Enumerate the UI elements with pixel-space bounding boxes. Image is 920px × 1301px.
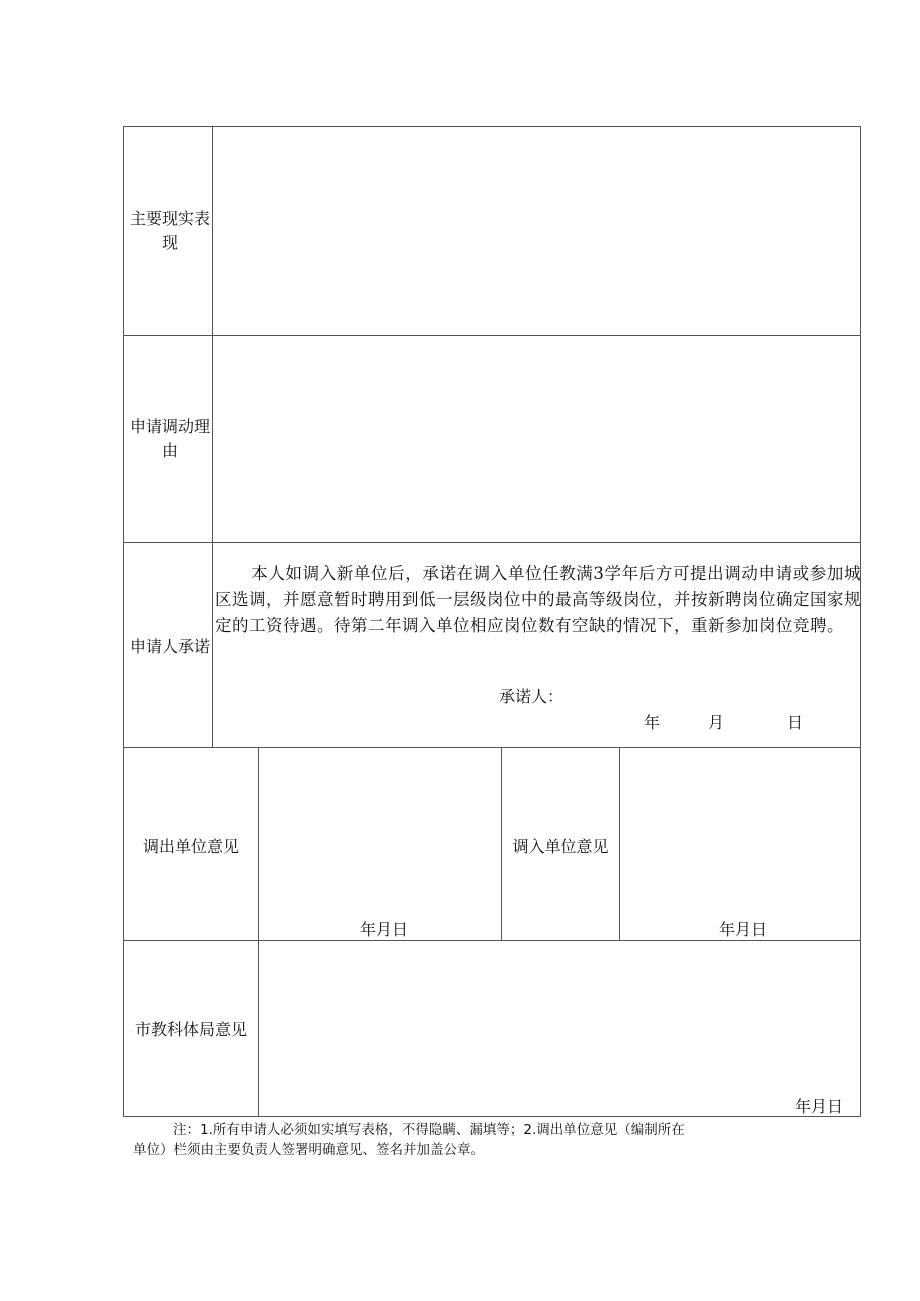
- in-unit-date: 年月日: [719, 920, 768, 939]
- footnote-line-1: 注：1.所有申请人必须如实填写表格，不得隐瞒、漏填等；2.调出单位意见（编制所在: [173, 1122, 685, 1138]
- row-divider: [124, 542, 860, 543]
- pledge-label-text: 申请人承诺: [130, 637, 211, 656]
- signer-label: 承诺人：: [499, 687, 564, 706]
- pledge-paragraph: 本人如调入新单位后，承诺在调入单位任教满3学年后方可提出调动申请或参加城区选调，并愿意暂时聘用到低一层级岗位中的最高等级岗位，并按新聘岗位确定国家规定的工资待遇。待第二年调入单位相应岗位数有空缺的情况下，重新参加岗位竞聘。: [215, 564, 861, 635]
- bureau-date: 年月日: [795, 1097, 844, 1116]
- transfer-form-table: [123, 126, 861, 1117]
- footnote-line-2: 单位）栏须由主要负责人签署明确意见、签名并加盖公章。: [133, 1142, 484, 1158]
- in-unit-label-text: 调入单位意见: [512, 837, 609, 856]
- in-unit-field[interactable]: [620, 748, 860, 940]
- bureau-field[interactable]: [259, 941, 860, 1116]
- out-unit-date: 年月日: [360, 920, 409, 939]
- pledge-day: 日: [787, 713, 804, 732]
- pledge-month: 月: [708, 713, 725, 732]
- performance-label: [130, 205, 210, 257]
- reason-label: [130, 413, 210, 465]
- out-unit-label: [126, 832, 256, 862]
- pledge-year: 年: [644, 713, 661, 732]
- in-unit-label: [502, 832, 619, 862]
- out-unit-label-text: 调出单位意见: [142, 837, 239, 856]
- bureau-label: [124, 1015, 258, 1045]
- pledge-text: [215, 561, 861, 639]
- performance-label-text: 主要现实表现: [130, 209, 211, 252]
- reason-field[interactable]: [213, 336, 860, 542]
- footnote: [133, 1120, 813, 1160]
- performance-field[interactable]: [213, 127, 860, 335]
- pledge-label: [130, 621, 210, 673]
- out-unit-field[interactable]: [259, 748, 501, 940]
- reason-label-text: 申请调动理由: [130, 417, 211, 460]
- bureau-label-text: 市教科体局意见: [134, 1020, 247, 1039]
